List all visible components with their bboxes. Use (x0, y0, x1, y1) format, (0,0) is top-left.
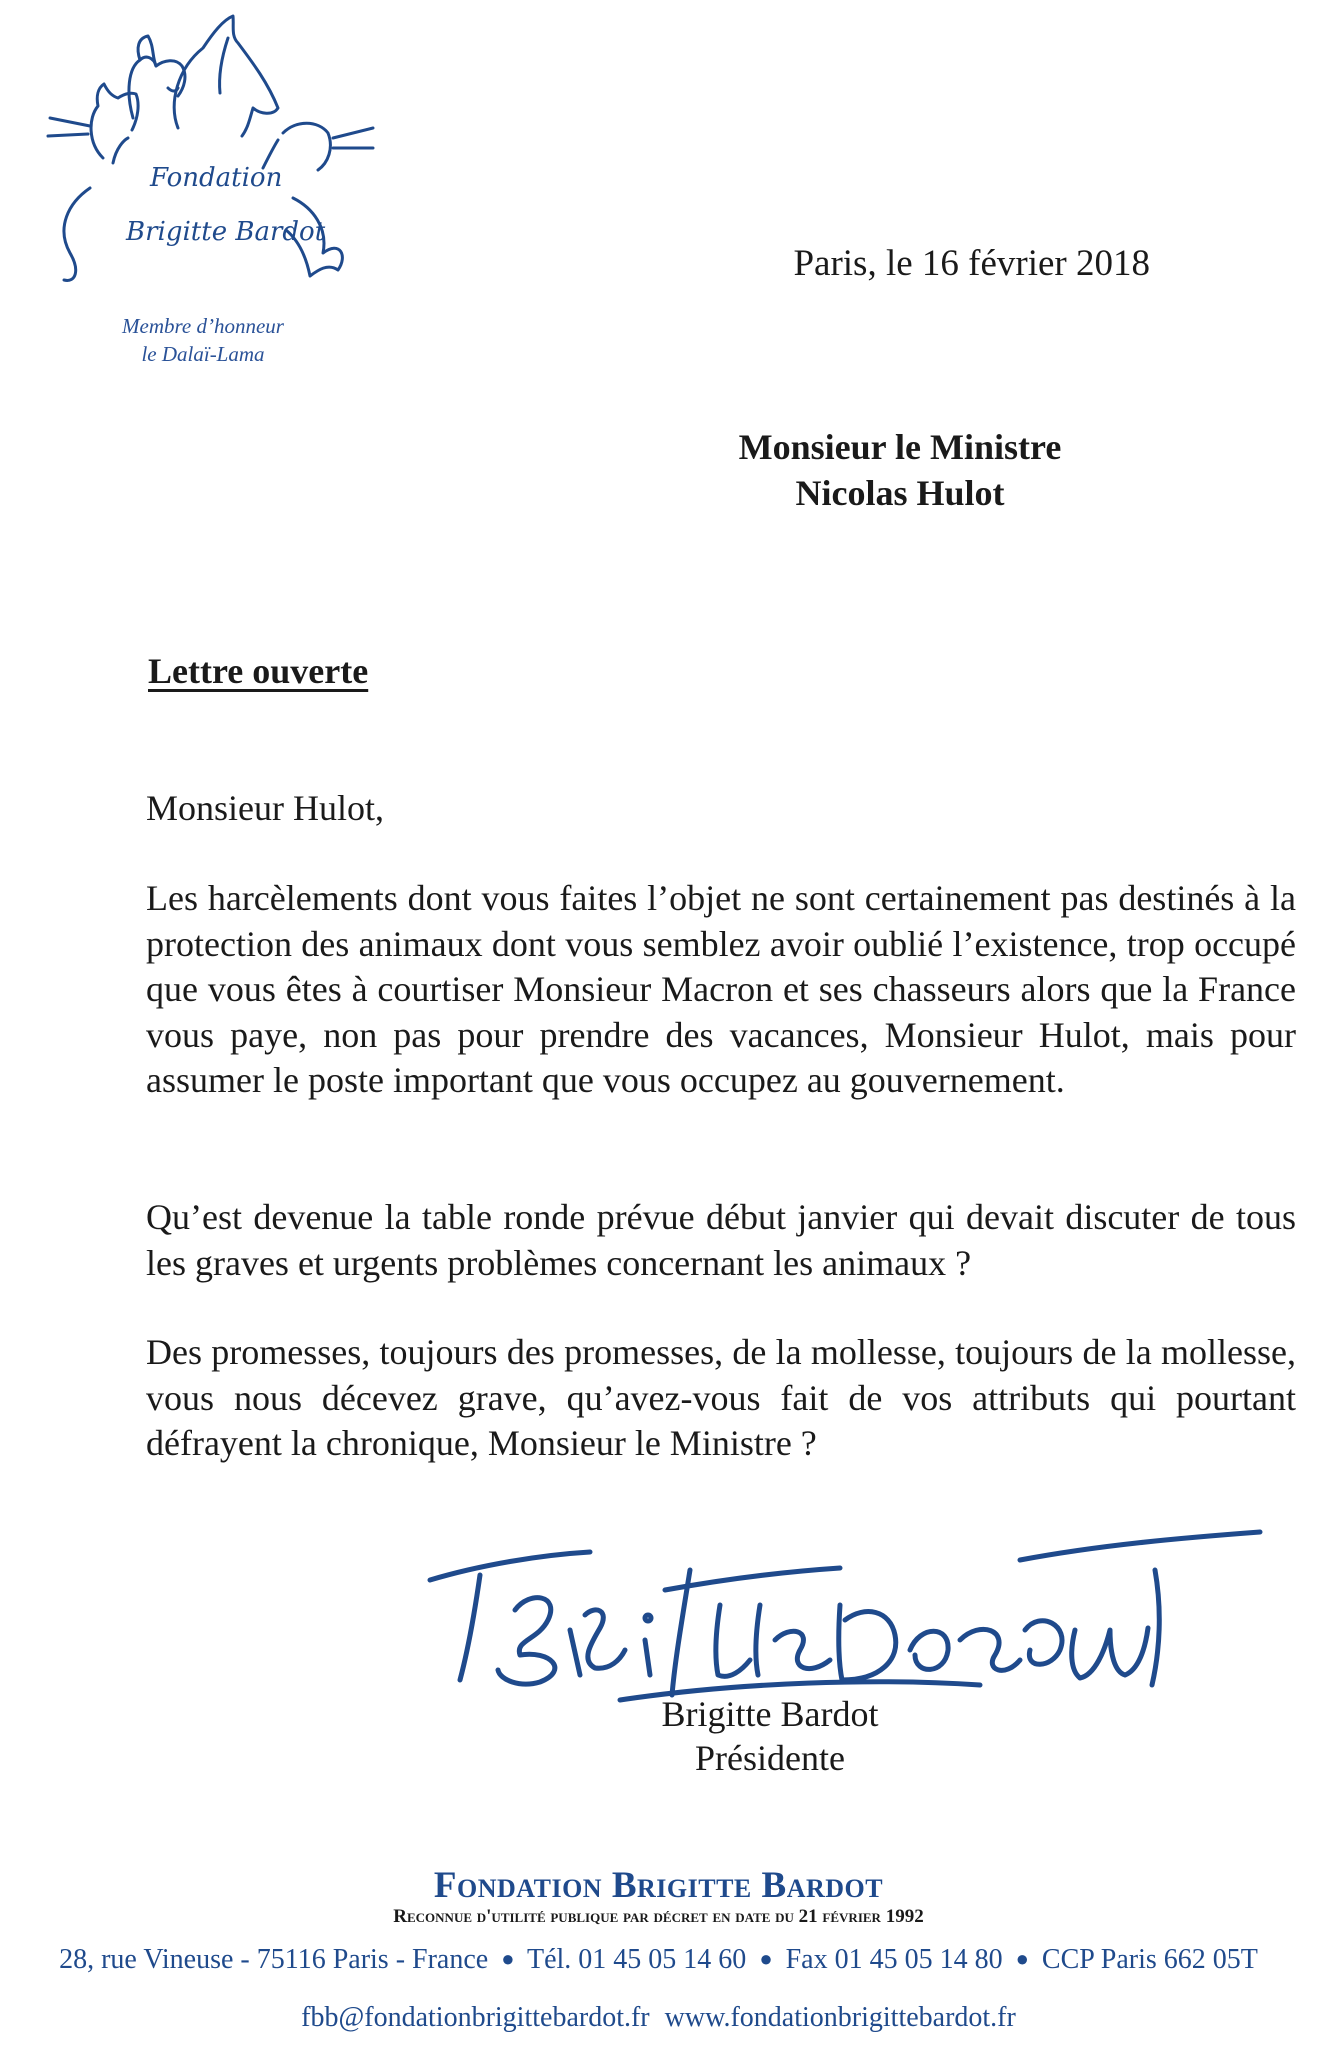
honorary-line-2: le Dalaï-Lama (141, 342, 265, 366)
bullet-separator-icon: ● (759, 1946, 773, 1971)
footer-organization-name: Fondation Brigitte Bardot (433, 1865, 884, 1906)
footer-email-link[interactable]: fbb@fondationbrigittebardot.fr (301, 2002, 650, 2033)
handwritten-signature (420, 1510, 1270, 1705)
salutation: Monsieur Hulot, (146, 788, 384, 828)
footer-phone: Tél. 01 45 05 14 60 (527, 1944, 747, 1975)
logo-text-brigitte-bardot: Brigitte Bardot (126, 217, 326, 247)
footer-fax: Fax 01 45 05 14 80 (785, 1944, 1003, 1975)
footer-contact-line (0, 1944, 1317, 1976)
signer-name: Brigitte Bardot (661, 1694, 879, 1734)
bullet-separator-icon: ● (501, 1946, 515, 1971)
recipient-block (620, 424, 1180, 516)
logo-text-fondation: Fondation (150, 163, 283, 193)
honorary-member-note (88, 312, 318, 368)
footer-ccp: CCP Paris 662 05T (1041, 1944, 1258, 1975)
body-paragraph-3: Des promesses, toujours des promesses, de la mollesse, toujours de la mollesse, vous nous décevez grave, qu’avez-vous fait de vos attributs qui pourtant défrayent la chronique, Monsieur le Ministre ? (146, 1332, 1296, 1463)
body-paragraph-1: Les harcèlements dont vous faites l’objet ne sont certainement pas destinés à la protection des animaux dont vous semblez avoir oublié l’existence, trop occupé que vous êtes à courtiser Monsieur Macron et ses chasseurs alors que la France vous paye, non pas pour prendre des vacances, Monsieur Hulot, mais pour assumer le poste important que vous occupez au gouvernement. (146, 878, 1296, 1100)
signer-role: Présidente (695, 1738, 845, 1778)
bullet-separator-icon: ● (1015, 1946, 1029, 1971)
footer-web-line (0, 2002, 1317, 2034)
footer-address: 28, rue Vineuse - 75116 Paris - France (59, 1944, 489, 1975)
body-paragraph-2: Qu’est devenue la table ronde prévue début janvier qui devait discuter de tous les graves et urgents problèmes concernant les animaux ? (146, 1197, 1296, 1283)
footer-recognition-note: Reconnue d'utilité publique par décret en date du 21 février 1992 (393, 1906, 924, 1927)
letter-date: Paris, le 16 février 2018 (793, 243, 1150, 284)
recipient-line-2: Nicolas Hulot (795, 473, 1005, 513)
letter-title: Lettre ouverte (148, 651, 369, 691)
footer-website-link[interactable]: www.fondationbrigittebardot.fr (664, 2002, 1016, 2033)
recipient-line-1: Monsieur le Ministre (738, 427, 1062, 467)
honorary-line-1: Membre d’honneur (122, 314, 284, 338)
foundation-logo (28, 8, 388, 298)
